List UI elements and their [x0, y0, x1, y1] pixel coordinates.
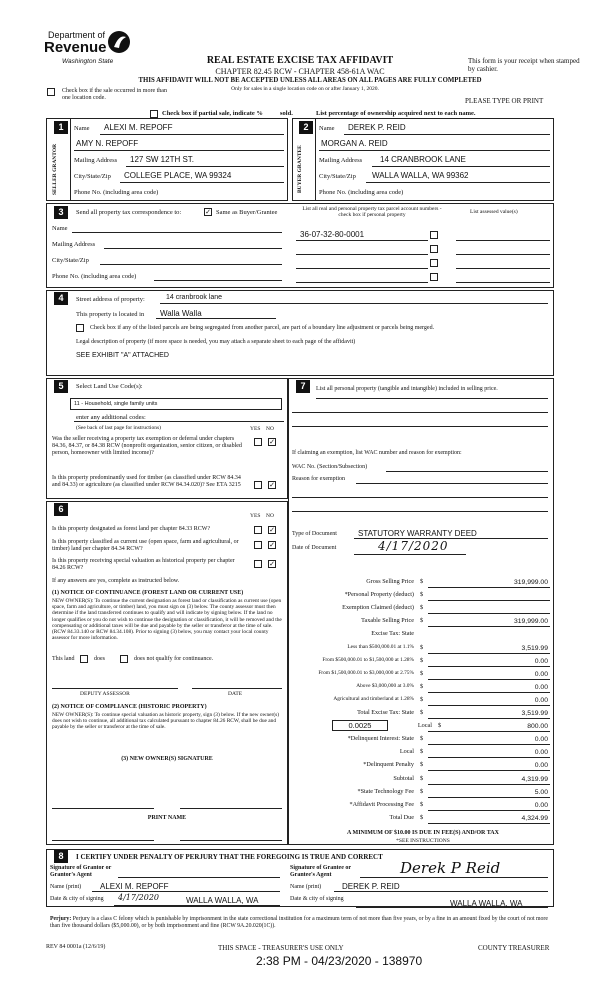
tax-row-label: From $1,500,000.01 to $3,000,000 at 2.75%: [318, 669, 414, 676]
exemption-label: If claiming an exemption, list WAC number and reason for exemption:: [292, 450, 462, 456]
seller-mailing-label: Mailing Address: [74, 157, 118, 164]
tax-row-value[interactable]: 3,519.99: [521, 710, 548, 717]
s5-question-1: Was the seller receiving a property tax exemption or deferral under chapters 84.36, 84.37, or 84.38 RCW (nonprofit organization, senior citizen, or disabled person, homeowner with limited income)?: [52, 436, 242, 456]
section-6-number: 6: [54, 503, 68, 516]
tax-row-label: *Affidavit Processing Fee: [349, 800, 414, 808]
tax-row-currency: $: [420, 669, 424, 677]
parcel-2-personal-checkbox[interactable]: [430, 245, 438, 253]
doc-date-label: Date of Document: [292, 545, 337, 551]
buyer-phone-label: Phone No. (including area code): [319, 189, 404, 196]
tax-row-label: *Delinquent Penalty: [363, 761, 414, 769]
print-name-line-1: [52, 840, 154, 841]
tax-row-value[interactable]: 800.00: [527, 723, 548, 731]
tax-row-currency: $: [420, 761, 424, 769]
s5-yes-header: YES: [250, 426, 261, 432]
tax-row-label: Subtotal: [393, 774, 414, 782]
tax-row-currency: $: [420, 682, 424, 690]
tax-row-line: [428, 757, 550, 758]
sales-note: Only for sales in a single location code on or after January 1, 2020.: [231, 86, 379, 92]
seller-name-2-line: [74, 150, 284, 151]
seller-name-2[interactable]: AMY N. REPOFF: [76, 139, 139, 148]
tax-row-value[interactable]: 0.00: [534, 683, 548, 691]
land-use-label: Select Land Use Code(s):: [76, 383, 143, 390]
tax-row-line: [428, 705, 550, 706]
segregated-label: Check box if any of the listed parcels are being segregated from another parcel, are part of a boundary line adjustment or parcels being merged.: [90, 325, 435, 331]
personal-property-label: List all personal property (tangible and intangible) included in selling price.: [316, 386, 498, 392]
buyer-name-1-line: [344, 134, 550, 135]
dor-seal-icon: [106, 28, 132, 56]
minimum-fee-note: A MINIMUM OF $10.00 IS DUE IN FEE(S) AND/OR TAX: [347, 830, 499, 836]
parcel-number-1[interactable]: 36-07-32-80-0001: [300, 230, 365, 239]
tax-row-value[interactable]: 0.00: [534, 749, 548, 757]
grantee-date-label: Date & city of signing: [290, 896, 344, 902]
assessed-line-1: [456, 240, 550, 241]
tax-row-value[interactable]: 0.00: [534, 801, 548, 809]
tax-row-label: Exemption Claimed (deduct): [342, 604, 414, 612]
s6-no-header: NO: [266, 513, 274, 519]
parcel-4-personal-checkbox[interactable]: [430, 273, 438, 281]
legal-description-label: Legal description of property (if more space is needed, you may attach a separate sheet to each page of the affidavit): [76, 339, 356, 345]
form-notice: THIS AFFIDAVIT WILL NOT BE ACCEPTED UNLESS ALL AREAS ON ALL PAGES ARE FULLY COMPLETED: [138, 77, 482, 84]
section-2-number: 2: [299, 121, 313, 134]
new-owner-sig-line-2: [180, 808, 282, 809]
tax-row-label: From $500,000.01 to $1,500,000 at 1.28%: [322, 656, 414, 663]
doc-type-label: Type of Document: [292, 531, 337, 537]
grantor-print-label: Name (print): [50, 884, 82, 890]
treasurer-space-label: THIS SPACE - TREASURER'S USE ONLY: [218, 944, 344, 952]
tax-row-label: Total Due: [389, 813, 414, 821]
print-name-line-2: [180, 840, 282, 841]
tax-row-line: [428, 718, 550, 719]
send-correspondence-label: Send all property tax correspondence to:: [76, 209, 182, 216]
tax-row-currency: $: [420, 578, 424, 585]
same-as-buyer-checkbox[interactable]: ✓: [205, 208, 211, 216]
grantor-print-name[interactable]: ALEXI M. REPOFF: [100, 882, 169, 891]
parcel-3-personal-checkbox[interactable]: [430, 259, 438, 267]
tax-row-currency: $: [420, 709, 424, 716]
assessed-line-4: [456, 282, 550, 283]
tax-row-currency: $: [420, 787, 424, 795]
tax-row-line: [428, 797, 550, 798]
doc-type[interactable]: STATUTORY WARRANTY DEED: [358, 529, 477, 538]
grantee-signature-label: Signature of Grantee or Grantee's Agent: [290, 865, 351, 878]
print-name-label: PRINT NAME: [147, 815, 187, 821]
section-7-number: 7: [296, 380, 310, 393]
tax-row-label: *Personal Property (deduct): [344, 591, 414, 599]
seller-city-line: [120, 182, 284, 183]
legal-description[interactable]: SEE EXHIBIT "A" ATTACHED: [76, 352, 169, 359]
additional-codes-label: enter any additional codes:: [76, 414, 146, 421]
grantor-signature-line: [118, 877, 280, 878]
street-address[interactable]: 14 cranbrook lane: [166, 294, 223, 301]
tax-row-label: Agricultural and timberland at 1.28%: [333, 695, 414, 702]
partial-sale-label: Check box if partial sale, indicate %: [162, 110, 263, 117]
assessed-header: List assessed value(s): [470, 209, 518, 215]
deputy-assessor-label: DEPUTY ASSESSOR: [80, 691, 130, 697]
grantor-date[interactable]: 4/17/2020: [118, 893, 160, 902]
located-in[interactable]: Walla Walla: [160, 309, 202, 318]
dor-logo: [44, 28, 134, 68]
section-1-divider: [70, 118, 71, 201]
parcel-header: List all real and personal property tax parcel account numbers - check box if personal property: [302, 206, 442, 219]
sold-label: sold.: [280, 110, 293, 117]
tax-row-value[interactable]: 0.00: [534, 657, 548, 665]
s5-q1-yes-checkbox[interactable]: [254, 438, 262, 446]
treasurer-stamp: 2:38 PM - 04/23/2020 - 138970: [256, 954, 423, 968]
buyer-mailing[interactable]: 14 CRANBROOK LANE: [380, 155, 466, 164]
form-title: REAL ESTATE EXCISE TAX AFFIDAVIT: [206, 55, 394, 66]
multi-location-checkbox[interactable]: [47, 88, 55, 96]
seller-name-label: Name: [74, 125, 90, 132]
s6-if-yes: If any answers are yes, complete as instructed below.: [52, 578, 180, 584]
s6-q3-no-checkbox[interactable]: ✓: [269, 560, 275, 568]
tax-row-currency: $: [420, 695, 424, 703]
notice-continuance-title: (1) NOTICE OF CONTINUANCE (FOREST LAND OR CURRENT USE): [52, 590, 244, 596]
logo-dept-line: Department of: [48, 30, 106, 40]
grantee-print-line: [334, 891, 548, 892]
street-address-label: Street address of property:: [76, 296, 145, 303]
notice-continuance-body: NEW OWNER(S): To continue the current designation as forest land or classification as current use (open space, farm and agriculture, or timber) land, you must sign on (3) below. The county assessor must then determine if the land transferred continues to qualify and will indicate by signing below. If the land no longer qualifies or you do not wish to continue the designation or classification, it will be removed and the compensating or additional taxes will be due and payable by the seller or transferor at the time of sale. (RCW 84.33.140 or RCW 84.34.108). Prior to signing (3) below, you may contact your local county assessor for more information.: [52, 598, 282, 642]
reason-line-2: [292, 497, 548, 498]
section-1-number: 1: [54, 121, 68, 134]
form-revision: REV 84 0001a (12/6/19): [46, 944, 106, 950]
perjury-text: Perjury is a class C felony which is punishable by imprisonment in the state correctional institution for a maximum term of not more than five years, or by a fine in an amount fixed by the court of not more than five thousand dollars ($5,000.00), or by both imprisonment and fine (RCW 9A.20.020(1C)).: [50, 916, 548, 929]
does-not-label: does not qualify for continuance.: [134, 656, 214, 662]
s5-question-2: Is this property predominantly used for timber (as classified under RCW 84.34 and 84.33) or agriculture (as classified under RCW 84.34.020)? See ETA 3215: [52, 475, 241, 488]
tax-row-value[interactable]: 0.00: [534, 670, 548, 678]
tax-row-line: [428, 666, 550, 667]
parcel-line-2: [296, 254, 428, 255]
deputy-signature-line: [52, 688, 178, 689]
logo-state: Washington State: [62, 58, 114, 65]
seller-phone-label: Phone No. (including area code): [74, 189, 159, 196]
s5-no-header: NO: [266, 426, 274, 432]
tax-row-label: Local: [399, 748, 414, 756]
new-owner-sig-line-1: [52, 808, 154, 809]
county-treasurer-label: COUNTY TREASURER: [478, 944, 550, 952]
buyer-name-1[interactable]: DEREK P. REID: [348, 123, 406, 132]
wac-line: [386, 471, 548, 472]
tax-row-line: [428, 613, 550, 614]
buyer-name-label: Name: [319, 125, 335, 132]
section-5-number: 5: [54, 380, 68, 393]
does-label: does: [94, 656, 105, 662]
street-address-line: [160, 303, 548, 304]
see-instructions-note: *SEE INSTRUCTIONS: [396, 838, 450, 844]
tax-row-line: [428, 744, 550, 745]
tax-row-value[interactable]: 319,999.00: [513, 618, 548, 626]
perjury-notice: [50, 916, 554, 929]
grantee-city[interactable]: WALLA WALLA, WA: [450, 899, 523, 908]
section-8-number: 8: [54, 850, 68, 863]
this-land-label: This land: [52, 656, 75, 662]
grantee-print-name[interactable]: DEREK P. REID: [342, 882, 400, 891]
tax-row-line: [428, 784, 550, 785]
tax-row-line: [428, 810, 550, 811]
s6-question-2: Is this property classified as current use (open space, farm and agricultural, or timber) land per chapter 84.34 RCW?: [52, 539, 239, 552]
notice-compliance-title: (2) NOTICE OF COMPLIANCE (HISTORIC PROPERTY): [52, 704, 207, 710]
buyer-city-line: [366, 182, 550, 183]
located-in-line: [156, 318, 276, 319]
tax-row-line: [428, 692, 550, 693]
tax-row-line: [428, 600, 550, 601]
tax-row-label: Excise Tax: State: [371, 630, 414, 638]
deputy-date-line: [192, 688, 282, 689]
s3-mailing-label: Mailing Address: [52, 241, 96, 248]
tax-row-currency: $: [420, 643, 424, 651]
seller-name-1-line: [100, 134, 284, 135]
grantor-city[interactable]: WALLA WALLA, WA: [186, 896, 259, 905]
tax-row-line: [428, 653, 550, 654]
s6-q2-yes-checkbox[interactable]: [254, 541, 262, 549]
s5-q2-yes-checkbox[interactable]: [254, 481, 262, 489]
s3-phone-label: Phone No. (including area code): [52, 273, 137, 280]
grantor-signature-label: Signature of Grantor or Grantor's Agent: [50, 865, 112, 878]
buyer-city[interactable]: WALLA WALLA, WA 99362: [372, 171, 469, 180]
tax-row-label: Above $3,000,000 at 3.0%: [356, 682, 414, 689]
s6-yes-header: YES: [250, 513, 261, 519]
parcel-1-personal-checkbox[interactable]: [430, 231, 438, 239]
tax-row-label: *Delinquent Interest: State: [347, 735, 414, 743]
buyer-city-label: City/State/Zip: [319, 173, 356, 180]
tax-row-line: [428, 770, 550, 771]
tax-row-currency: $: [420, 591, 424, 599]
s5-q2-no-checkbox[interactable]: ✓: [269, 481, 275, 489]
tax-row-value[interactable]: 0.00: [534, 762, 548, 770]
buyer-mailing-label: Mailing Address: [319, 157, 363, 164]
tax-row-line: [428, 587, 550, 588]
notice-compliance-body: NEW OWNER(S): To continue special valuation as historic property, sign (3) below. If the new owner(s) does not wish to continue, all additional tax calculated pursuant to chapter 84.26 RCW, shall be due and payable by the seller or transferor at the time of sale.: [52, 712, 280, 731]
buyer-mailing-line: [372, 166, 550, 167]
tax-row-label: *State Technology Fee: [357, 787, 414, 795]
tax-row-currency: $: [420, 748, 424, 756]
land-use-value: 11 - Household, single family units: [74, 401, 158, 407]
seller-city[interactable]: COLLEGE PLACE, WA 99324: [124, 171, 232, 180]
s6-q1-no-checkbox[interactable]: ✓: [269, 526, 275, 534]
grantee-date-line: [356, 907, 548, 908]
tax-row-value[interactable]: 0.00: [534, 696, 548, 704]
s6-question-3: Is this property receiving special valuation as historical property per chapter 84.26 RCW?: [52, 558, 235, 571]
parcel-line-1: [296, 240, 428, 241]
new-owner-signature-title: (3) NEW OWNER(S) SIGNATURE: [121, 756, 213, 762]
form-subtitle: CHAPTER 82.45 RCW - CHAPTER 458-61A WAC: [215, 67, 385, 76]
grantor-print-line: [92, 891, 280, 892]
tax-row-line: [428, 679, 550, 680]
tax-row-value[interactable]: 319,999.00: [513, 579, 548, 586]
certify-statement: I CERTIFY UNDER PENALTY OF PERJURY THAT THE FOREGOING IS TRUE AND CORRECT: [76, 853, 383, 861]
tax-row-line: [428, 626, 550, 627]
tax-row-label: Total Excise Tax: State: [357, 709, 414, 716]
s3-mailing-line: [104, 248, 282, 249]
tax-row-value[interactable]: 4,319.99: [521, 775, 548, 783]
additional-codes-line: [74, 421, 284, 422]
section-2-divider: [315, 118, 316, 201]
see-back-note: (See back of last page for instructions): [76, 425, 161, 431]
tax-row-label: Gross Selling Price: [366, 578, 414, 585]
list-percentage-note: List percentage of ownership acquired next to each name.: [316, 110, 476, 117]
reason-label: Reason for exemption: [292, 476, 345, 482]
tax-row-value[interactable]: 0.00: [534, 736, 548, 744]
multi-location-label: Check box if the sale occurred in more than one location code.: [62, 88, 167, 101]
parcel-line-4: [296, 282, 428, 283]
doc-date-line: [354, 554, 466, 555]
s6-q2-no-checkbox[interactable]: ✓: [269, 541, 275, 549]
s3-name-label: Name: [52, 225, 68, 232]
seller-name-1[interactable]: ALEXI M. REPOFF: [104, 123, 173, 132]
s3-name-line: [72, 232, 282, 233]
segregated-checkbox[interactable]: [76, 324, 84, 332]
partial-sale-checkbox[interactable]: [150, 110, 158, 118]
tax-row-line: [428, 731, 550, 732]
assessed-line-3: [456, 268, 550, 269]
located-in-label: This property is located in: [76, 311, 145, 318]
tax-row-line: [428, 823, 550, 824]
tax-row-currency: $: [420, 774, 424, 782]
grantee-signature-line: [360, 877, 548, 878]
buyer-name-2-line: [319, 150, 550, 151]
land-does-checkbox[interactable]: [80, 655, 88, 663]
seller-mailing-line: [126, 166, 284, 167]
wac-label: WAC No. (Section/Subsection): [292, 464, 368, 470]
deputy-date-label: DATE: [228, 691, 243, 697]
logo-revenue: Revenue: [44, 39, 107, 56]
tax-row-currency: $: [438, 722, 442, 730]
s3-phone-line: [154, 280, 282, 281]
personal-property-line-1: [316, 398, 548, 399]
seller-mailing[interactable]: 127 SW 12TH ST.: [130, 155, 195, 164]
tax-row-currency: $: [420, 617, 424, 625]
seller-grantor-side-label: SELLER GRANTOR: [52, 143, 58, 195]
reason-line-1: [356, 483, 548, 484]
grantor-date-label: Date & city of signing: [50, 896, 104, 902]
tax-row-value[interactable]: 4,324.99: [521, 814, 548, 822]
tax-row-value[interactable]: 5.00: [534, 788, 548, 796]
section-4-number: 4: [54, 292, 68, 305]
buyer-name-2[interactable]: MORGAN A. REID: [321, 139, 388, 148]
buyer-grantee-side-label: BUYER GRANTEE: [297, 145, 303, 193]
parcel-line-3: [296, 268, 428, 269]
tax-calculation-table: [292, 578, 554, 828]
s3-city-line: [100, 264, 282, 265]
seller-city-label: City/State/Zip: [74, 173, 111, 180]
assessed-line-2: [456, 254, 550, 255]
tax-row-label: Taxable Selling Price: [361, 617, 414, 625]
local-rate-box[interactable]: 0.0025: [332, 720, 388, 731]
tax-row-value[interactable]: 3,519.99: [521, 644, 548, 652]
perjury-label: Perjury:: [50, 916, 72, 922]
tax-row-currency: $: [420, 813, 424, 821]
tax-row-currency: $: [420, 656, 424, 664]
personal-property-line-2: [292, 412, 548, 413]
tax-row-label: Less than $500,000.01 at 1.1%: [347, 643, 414, 650]
type-or-print-note: PLEASE TYPE OR PRINT: [465, 97, 544, 105]
same-as-buyer-label: Same as Buyer/Grantee: [216, 209, 278, 216]
tax-row-currency: $: [420, 604, 424, 612]
grantee-signature[interactable]: Derek P Reid: [400, 859, 501, 877]
tax-row-label: Local: [417, 722, 432, 730]
s6-q1-yes-checkbox[interactable]: [254, 526, 262, 534]
reason-line-3: [292, 511, 548, 512]
tax-row-currency: $: [420, 800, 424, 808]
land-does-not-checkbox[interactable]: [120, 655, 128, 663]
tax-row-currency: $: [420, 735, 424, 743]
s6-question-1: Is this property designated as forest land per chapter 84.33 RCW?: [52, 526, 211, 532]
s5-q1-no-checkbox[interactable]: ✓: [269, 438, 275, 446]
personal-property-line-3: [292, 426, 548, 427]
section-3-number: 3: [54, 206, 68, 219]
doc-date[interactable]: 4/17/2020: [378, 539, 449, 553]
s3-city-label: City/State/Zip: [52, 257, 89, 264]
s6-q3-yes-checkbox[interactable]: [254, 560, 262, 568]
grantee-print-label: Name (print): [290, 884, 322, 890]
receipt-note: This form is your receipt when stamped by cashier.: [468, 57, 580, 74]
grantor-date-line: [114, 905, 280, 906]
